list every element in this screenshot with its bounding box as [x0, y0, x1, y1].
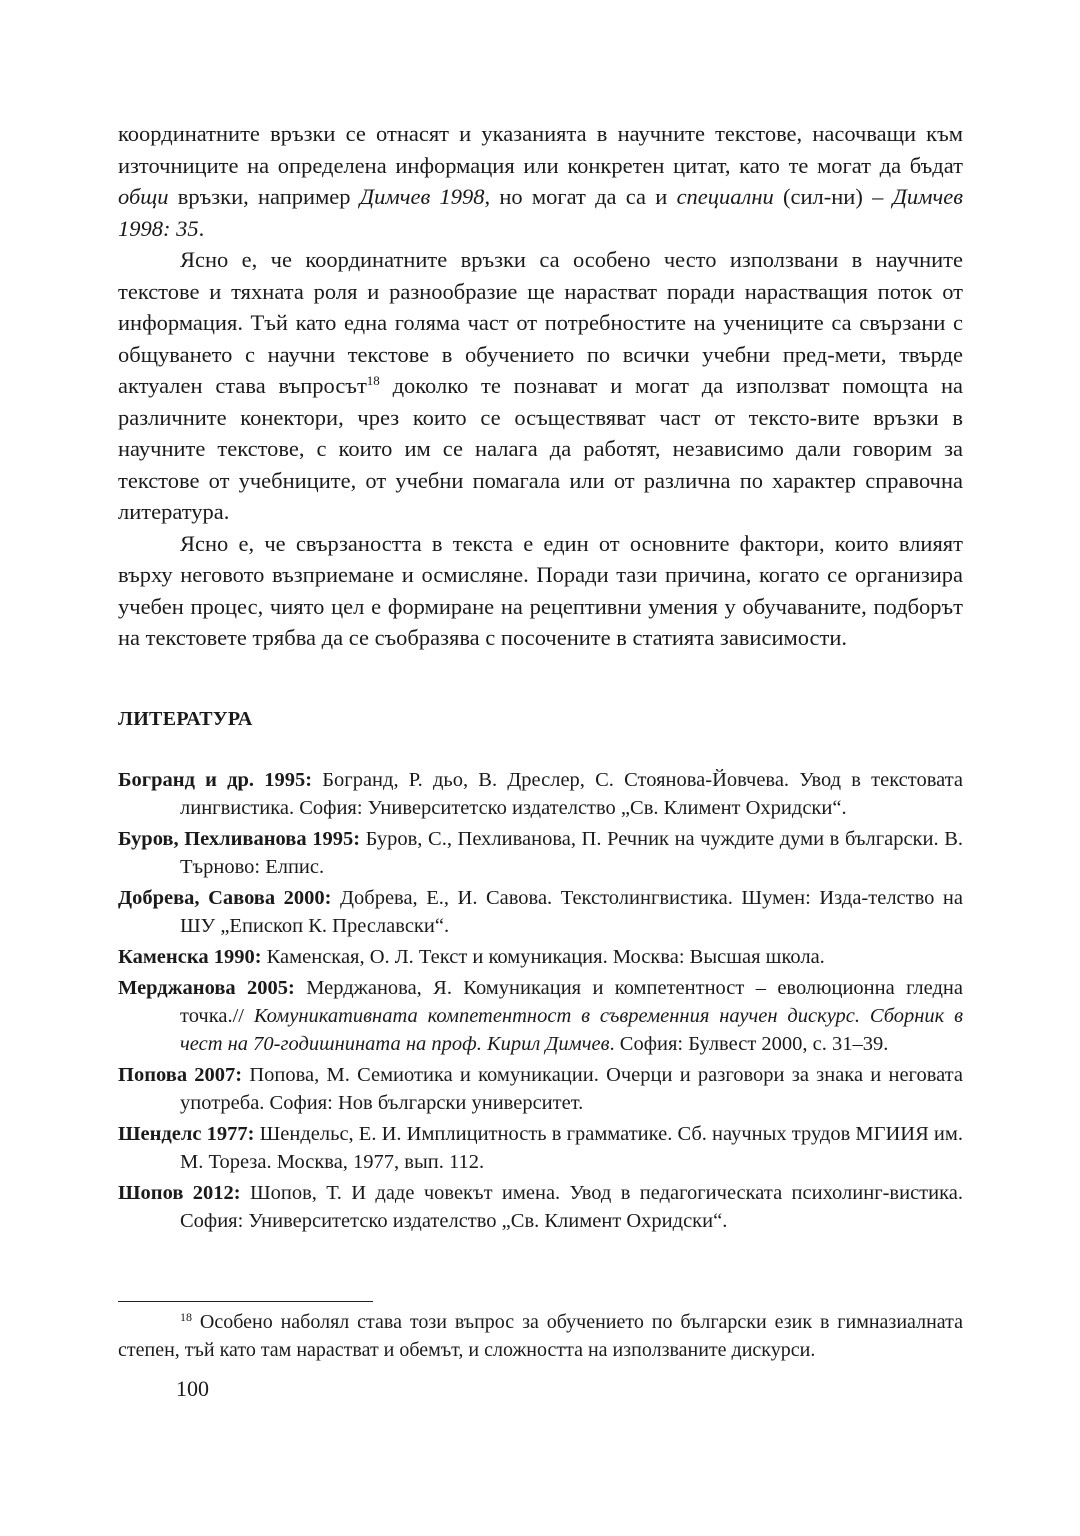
- footnote-number: 18: [180, 1310, 192, 1324]
- reference-item: Добрева, Савова 2000: Добрева, Е., И. Савова. Текстолингвистика. Шумен: Изда-телство на ШУ „Епископ К. Преславски“.: [118, 887, 963, 937]
- reference-item: Шенделс 1977: Шендельс, Е. И. Имплицитность в грамматике. Сб. научных трудов МГИИЯ им. М. Тореза. Москва, 1977, вып. 112.: [118, 1123, 963, 1173]
- body-text: [118, 118, 963, 654]
- reference-item: Каменска 1990: Каменская, О. Л. Текст и комуникация. Москва: Высшая школа.: [118, 946, 825, 968]
- page-number: 100: [176, 1376, 209, 1401]
- paragraph-2: Ясно е, че координатните връзки са особено често използвани в научните текстове и тяхната роля и разнообразие ще нарастват поради нарастващия поток от информация. Тъй като една голяма част от потребностите на учениците са свързани с общуването с научни текстове в обучението по всички учебни пред-мети, твърде актуален става въпросът$^{18}$ доколко те познават и могат да използват помощта на различните конектори, чрез които се осъществяват част от тексто-вите връзки в научните текстове, с които им се налага да работят, независимо дали говорим за текстове от учебниците, от учебни помагала или от различна по характер справочна литература.: [118, 247, 963, 524]
- reference-item: Мерджанова 2005: Мерджанова, Я. Комуникация и компетентност – еволюционна гледна точка.// Комуникативната компетентност в съвременния научен дискурс. Сборник в чест на 70-годишнината на проф. Кирил Димчев. София: Булвест 2000, с. 31–39.: [118, 977, 963, 1055]
- reference-item: Шопов 2012: Шопов, Т. И даде човекът имена. Увод в педагогическата психолинг-вистика. София: Университетско издателство „Св. Климент Охридски“.: [118, 1182, 963, 1232]
- footnote: $^{18}$ Особено наболял става този въпрос за обучението по български език в гимназиалната степен, тъй като там нарастват и обемът, и сложността на използваните дискурси.: [118, 1310, 963, 1361]
- reference-item: Попова 2007: Попова, М. Семиотика и комуникации. Очерци и разговори за знака и неговата употреба. София: Нов български университет.: [118, 1064, 963, 1114]
- paragraph-1: координатните връзки се отнасят и указанията в научните текстове, насочващи към източниците на определена информация или конкретен цитат, като те могат да бъдат общи връзки, например Димчев 1998, но могат да са и специални (сил-ни) – Димчев 1998: 35.: [118, 121, 963, 241]
- reference-item: Богранд и др. 1995: Богранд, Р. дьо, В. Дреслер, С. Стоянова-Йовчева. Увод в текстовата лингвистика. София: Университетско издателство „Св. Климент Охридски“.: [118, 769, 963, 819]
- paragraph-3: Ясно е, че свързаността в текста е един от основните фактори, които влияят върху неговото възприемане и осмисляне. Поради тази причина, когато се организира учебен процес, чиято цел е формиране на рецептивни умения у обучаваните, подборът на текстовете трябва да се съобразява с посочените в статията зависимости.: [118, 530, 963, 650]
- page: [118, 118, 963, 1401]
- references-list: [118, 766, 963, 1238]
- footnote-ref[interactable]: 18: [366, 373, 380, 388]
- footnote-divider: [118, 1301, 373, 1302]
- reference-item: Буров, Пехливанова 1995: Буров, С., Пехливанова, П. Речник на чуждите думи в български. В. Търново: Елпис.: [118, 828, 963, 878]
- references-heading: ЛИТЕРАТУРА: [118, 708, 253, 730]
